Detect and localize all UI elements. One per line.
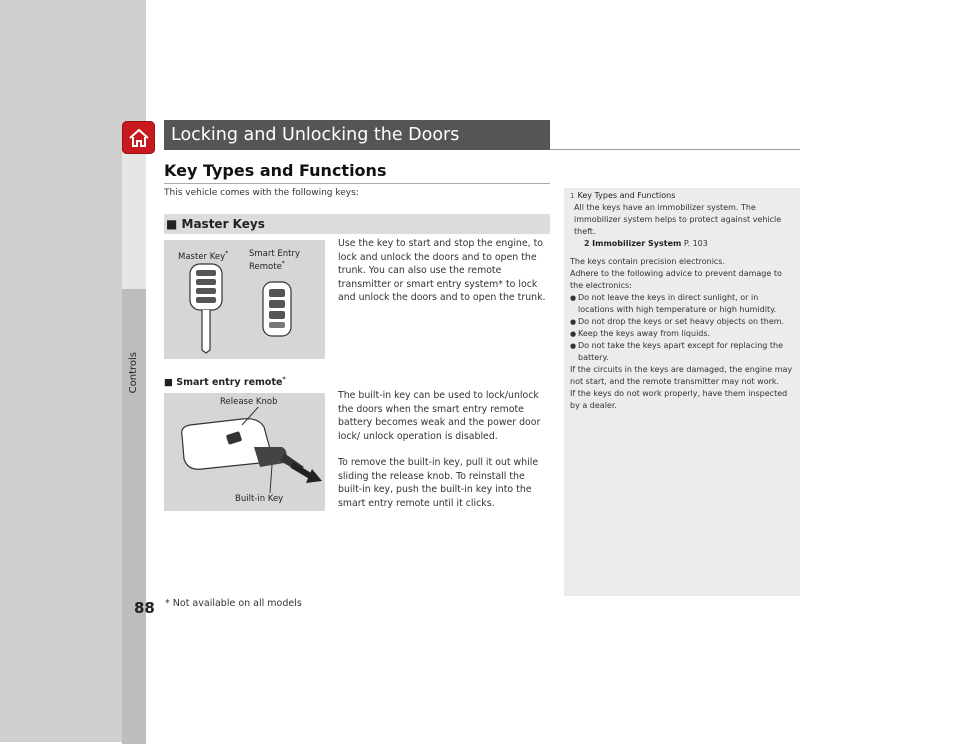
master-keys-paragraph: Use the key to start and stop the engine, to lock and unlock the doors and to open the trunk. You can also use the remote transmitter or smart entry system* to lock and unlock the doors and to open the trunk. bbox=[338, 238, 546, 303]
master-key-illustration bbox=[188, 262, 224, 354]
side-notes-panel bbox=[564, 188, 800, 596]
xref-title: Immobilizer System bbox=[592, 239, 682, 248]
side-notes-paragraph-4: If the circuits in the keys are damaged, the engine may not start, and the remote transmitter may not work. bbox=[570, 365, 793, 386]
footnote: * Not available on all models bbox=[165, 598, 302, 609]
smart-entry-remote-label: Smart Entry Remote* bbox=[249, 249, 301, 272]
title-divider bbox=[550, 149, 800, 150]
sidebar bbox=[0, 0, 146, 742]
section-intro: This vehicle comes with the following keys: bbox=[164, 188, 359, 198]
smart-entry-figure bbox=[164, 393, 325, 511]
master-key-label: Master Key* bbox=[178, 250, 229, 262]
smart-entry-remote-illustration bbox=[261, 280, 293, 338]
smart-entry-paragraph-2: To remove the built-in key, pull it out while sliding the release knob. To reinstall the built-in key, push the built-in key into the smart entry remote until it clicks. bbox=[338, 457, 539, 509]
page-number: 88 bbox=[134, 599, 155, 617]
smart-entry-body bbox=[338, 389, 550, 523]
sidebar-tab-spacer bbox=[122, 152, 146, 289]
side-notes-paragraph-3: Adhere to the following advice to prevent damage to the electronics: bbox=[570, 269, 782, 290]
release-knob-label: Release Knob bbox=[220, 397, 278, 407]
list-item: ● Keep the keys away from liquids. bbox=[570, 328, 794, 340]
home-button[interactable] bbox=[122, 121, 155, 154]
side-notes-paragraph-1: All the keys have an immobilizer system. The immobilizer system helps to protect against vehicle theft. bbox=[574, 203, 782, 236]
master-keys-body bbox=[338, 237, 550, 318]
section-heading: Key Types and Functions bbox=[164, 161, 550, 184]
smart-entry-heading: ■ Smart entry remote* bbox=[164, 376, 286, 389]
side-notes-bullet-list bbox=[570, 292, 794, 364]
built-in-key-label: Built-in Key bbox=[235, 494, 284, 504]
xref-page: P. 103 bbox=[683, 239, 708, 248]
immobilizer-cross-reference[interactable] bbox=[570, 238, 794, 250]
master-keys-heading: ■ Master Keys bbox=[164, 214, 550, 234]
list-item: ● Do not drop the keys or set heavy objects on them. bbox=[570, 316, 794, 328]
smart-entry-remote-key-illustration bbox=[172, 407, 322, 497]
master-keys-figure bbox=[164, 240, 325, 359]
side-notes-paragraph-2: The keys contain precision electronics. bbox=[570, 257, 726, 266]
side-notes-heading bbox=[570, 190, 794, 202]
smart-entry-paragraph-1: The built-in key can be used to lock/unlock the doors when the smart entry remote battery becomes weak and the power door lock/ unlock operation is disabled. bbox=[338, 390, 541, 442]
side-notes-paragraph-5: If the keys do not work properly, have them inspected by a dealer. bbox=[570, 389, 788, 410]
section-label[interactable]: Controls bbox=[128, 352, 139, 394]
side-notes-heading-text: Key Types and Functions bbox=[577, 191, 676, 200]
reference-arrow-icon: 2 bbox=[584, 239, 590, 248]
home-icon bbox=[128, 128, 150, 148]
list-item: ● Do not leave the keys in direct sunlight, or in locations with high temperature or high humidity. bbox=[570, 292, 794, 316]
side-notes-index-icon: 1 bbox=[570, 192, 575, 200]
list-item: ● Do not take the keys apart except for replacing the battery. bbox=[570, 340, 794, 364]
page-title: Locking and Unlocking the Doors bbox=[164, 120, 550, 150]
